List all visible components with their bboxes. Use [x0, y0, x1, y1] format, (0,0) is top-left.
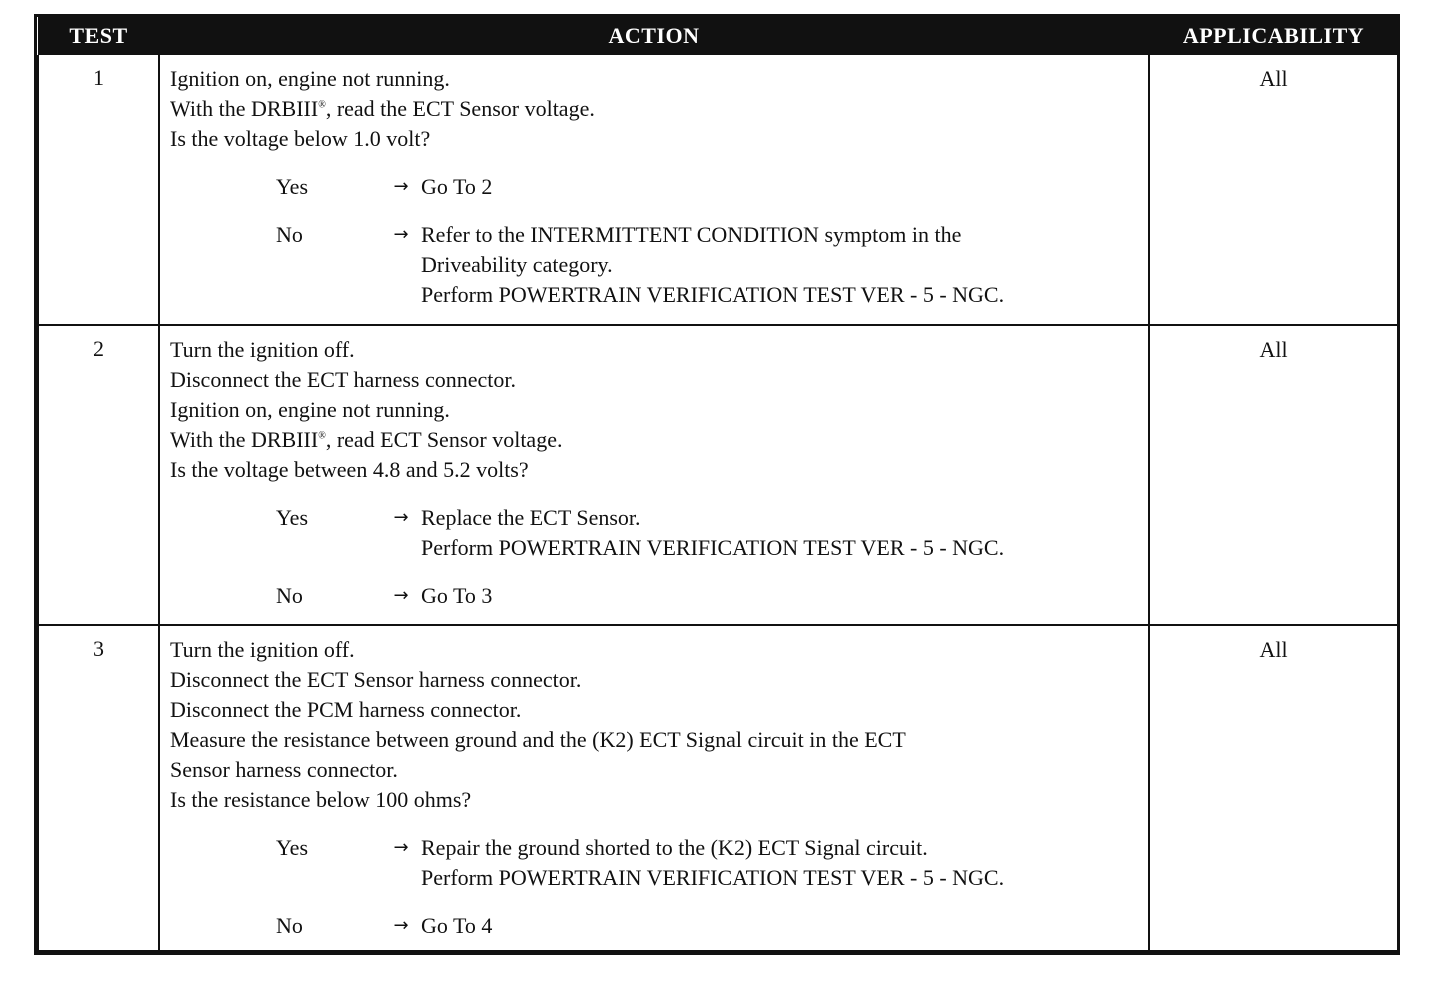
table-body: [38, 55, 1398, 951]
registered-mark: ®: [318, 99, 326, 111]
action-step: Sensor harness connector.: [170, 757, 398, 782]
no-result-line: Go To 3: [421, 583, 493, 608]
arrow-right-icon: →: [393, 224, 409, 245]
action-step: Ignition on, engine not running.: [170, 66, 450, 91]
no-result-line: Go To 4: [421, 913, 493, 938]
table-row: [38, 55, 1398, 325]
outcome-yes: [170, 172, 1140, 202]
yes-result-line: Repair the ground shorted to the (K2) ECT Signal circuit.: [421, 835, 928, 860]
yes-result-line: Perform POWERTRAIN VERIFICATION TEST VER - 5 - NGC.: [421, 865, 1005, 890]
test-number: 1: [38, 55, 159, 325]
outcomes: [170, 833, 1140, 941]
outcome-no: [170, 581, 1140, 611]
outcomes: [170, 172, 1140, 310]
yes-result-line: Replace the ECT Sensor.: [421, 505, 641, 530]
action-step: Is the voltage between 4.8 and 5.2 volts?: [170, 457, 529, 482]
no-result: [421, 911, 1140, 941]
yes-label: Yes: [276, 505, 309, 530]
arrow-right-icon: →: [393, 915, 409, 936]
yes-label: Yes: [276, 835, 309, 860]
yes-label: Yes: [276, 174, 309, 199]
arrow-right-icon: →: [393, 837, 409, 858]
header-action: ACTION: [159, 17, 1149, 55]
yes-result: [421, 172, 1140, 202]
action-step: Is the resistance below 100 ohms?: [170, 787, 472, 812]
table-row: [38, 325, 1398, 625]
action-step: Ignition on, engine not running.: [170, 397, 450, 422]
registered-mark: ®: [318, 430, 326, 442]
yes-result: [421, 833, 1140, 893]
header-test: TEST: [38, 17, 159, 55]
action-step: With the DRBIII®, read the ECT Sensor voltage.: [170, 96, 595, 121]
no-label: No: [276, 583, 303, 608]
test-table: [37, 17, 1399, 952]
no-result-line: Perform POWERTRAIN VERIFICATION TEST VER - 5 - NGC.: [421, 282, 1005, 307]
no-label: No: [276, 913, 303, 938]
outcome-yes: [170, 503, 1140, 563]
no-result-line: Refer to the INTERMITTENT CONDITION symptom in the: [421, 222, 962, 247]
action-step: Turn the ignition off.: [170, 337, 355, 362]
no-label: No: [276, 222, 303, 247]
yes-result-line: Go To 2: [421, 174, 493, 199]
yes-result: [421, 503, 1140, 563]
yes-result-line: Perform POWERTRAIN VERIFICATION TEST VER - 5 - NGC.: [421, 535, 1005, 560]
applicability: All: [1149, 625, 1398, 951]
action-cell: [159, 325, 1149, 625]
action-step: Measure the resistance between ground and the (K2) ECT Signal circuit in the ECT: [170, 727, 906, 752]
header-applicability: APPLICABILITY: [1149, 17, 1398, 55]
arrow-right-icon: →: [393, 585, 409, 606]
test-number: 2: [38, 325, 159, 625]
action-cell: [159, 625, 1149, 951]
no-result: [421, 220, 1140, 310]
arrow-right-icon: →: [393, 507, 409, 528]
action-step: With the DRBIII®, read ECT Sensor voltage.: [170, 427, 563, 452]
no-result-line: Driveability category.: [421, 252, 613, 277]
action-step: Turn the ignition off.: [170, 637, 355, 662]
no-result: [421, 581, 1140, 611]
action-cell: [159, 55, 1149, 325]
table-header-row: [38, 17, 1398, 55]
outcomes: [170, 503, 1140, 611]
action-step: Is the voltage below 1.0 volt?: [170, 126, 431, 151]
arrow-right-icon: →: [393, 176, 409, 197]
outcome-no: [170, 220, 1140, 310]
applicability: All: [1149, 325, 1398, 625]
outcome-no: [170, 911, 1140, 941]
action-step: Disconnect the ECT Sensor harness connector.: [170, 667, 582, 692]
diagnostic-test-table: [34, 14, 1400, 955]
table-row: [38, 625, 1398, 951]
outcome-yes: [170, 833, 1140, 893]
action-step: Disconnect the PCM harness connector.: [170, 697, 522, 722]
action-step: Disconnect the ECT harness connector.: [170, 367, 516, 392]
test-number: 3: [38, 625, 159, 951]
applicability: All: [1149, 55, 1398, 325]
